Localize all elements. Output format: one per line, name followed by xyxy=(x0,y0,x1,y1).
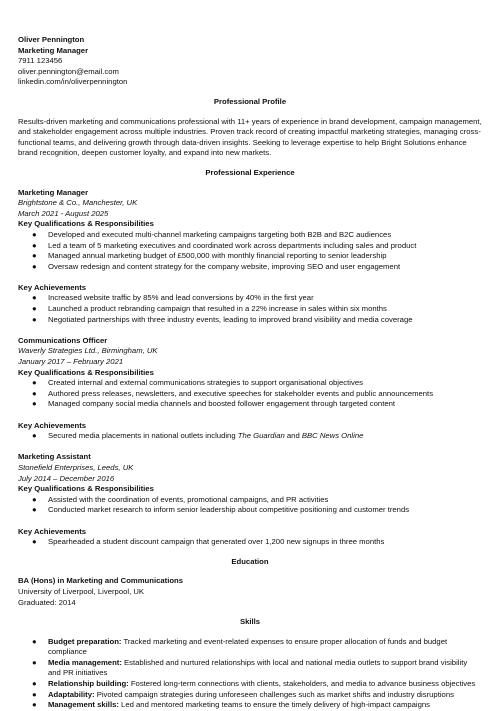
outlet-name: BBC News Online xyxy=(301,431,364,441)
skills-heading: Skills xyxy=(239,617,261,627)
list-item: ● Managed company social media channels and boosted follower engagement through targeted content xyxy=(32,399,396,409)
list-item: ● Created internal and external communications strategies to support organisational objectives xyxy=(32,378,363,388)
bullet-icon: ● xyxy=(32,636,37,646)
bullet-icon: ● xyxy=(32,494,37,504)
bullet-icon: ● xyxy=(32,689,37,699)
education-heading: Education xyxy=(231,556,269,566)
bullet-icon: ● xyxy=(32,388,37,398)
achievements-list xyxy=(18,537,482,548)
profile-heading: Professional Profile xyxy=(213,96,287,106)
list-item: ● Launched a product rebranding campaign that resulted in a 22% increase in sales within six months xyxy=(32,304,387,314)
achievements-heading: Key Achievements xyxy=(18,526,87,536)
job-entry xyxy=(18,452,482,547)
list-item: ● Assisted with the coordination of events, promotional campaigns, and PR activities xyxy=(32,494,329,504)
list-item: ● Management skills: Led and mentored marketing teams to ensure the timely delivery of high-impact campaigns xyxy=(32,700,430,710)
candidate-name: Oliver Pennington xyxy=(18,35,85,44)
list-item: ● Conducted market research to inform senior leadership about competitive positioning and customer trends xyxy=(32,505,410,515)
bullet-icon: ● xyxy=(32,240,37,250)
bullet-icon: ● xyxy=(32,229,37,239)
skill-label: Relationship building: xyxy=(48,679,129,689)
list-item: ● Authored press releases, newsletters, and executive speeches for stakeholder events and public announcements xyxy=(32,388,434,398)
list-item: ● Oversaw redesign and content strategy for the company website, improving SEO and user engagement xyxy=(32,261,401,271)
bullet-icon: ● xyxy=(32,657,37,667)
skill-label: Budget preparation: xyxy=(48,636,122,646)
bullet-icon: ● xyxy=(32,505,37,515)
job-company: Waverly Strategies Ltd., Birmingham, UK xyxy=(18,346,158,356)
responsibilities-heading: Key Qualifications & Responsibilities xyxy=(18,367,154,377)
outlet-name: The Guardian xyxy=(237,431,285,441)
school: University of Liverpool, Liverpool, UK xyxy=(18,586,145,596)
bullet-icon: ● xyxy=(32,679,37,689)
job-entry xyxy=(18,188,482,326)
list-item: ● Negotiated partnerships with three industry events, leading to improved brand visibility and media coverage xyxy=(32,314,413,324)
list-item: ● Budget preparation: Tracked marketing and event-related expenses to ensure proper allocation of funds and budget compliance xyxy=(32,636,448,657)
job-dates: July 2014 – December 2016 xyxy=(18,473,115,483)
bullet-icon: ● xyxy=(32,261,37,271)
skills-list xyxy=(18,637,482,711)
profile-text: Results-driven marketing and communications professional with 11+ years of experience in brand development, campaign management, and stakeholder engagement across multiple industries. Proven track record of creating impactful marketing strategies, managing cross-functional teams, and delivering growth through data-driven insights. Seeking to leverage expertise to help Bright Solutions enhance brand recognition, deepen customer loyalty, and expand into new markets. xyxy=(18,116,482,158)
job-company: Brightstone & Co., Manchester, UK xyxy=(18,198,138,208)
candidate-title: Marketing Manager xyxy=(18,45,89,55)
bullet-icon: ● xyxy=(32,431,37,441)
experience-heading: Professional Experience xyxy=(205,167,295,177)
responsibilities-heading: Key Qualifications & Responsibilities xyxy=(18,484,154,494)
list-item: ● Managed annual marketing budget of £500,000 with monthly financial reporting to senior leadership xyxy=(32,251,387,261)
bullet-icon: ● xyxy=(32,304,37,314)
job-dates: January 2017 – February 2021 xyxy=(18,357,124,367)
education-entry xyxy=(18,576,482,608)
job-role: Marketing Manager xyxy=(18,187,89,197)
bullet-icon: ● xyxy=(32,251,37,261)
job-role: Communications Officer xyxy=(18,335,108,345)
responsibilities-list xyxy=(18,378,482,410)
list-item: ● Adaptability: Pivoted campaign strategies during unforeseen challenges such as market shifts and industry disruptions xyxy=(32,689,454,699)
achievements-heading: Key Achievements xyxy=(18,420,87,430)
job-role: Marketing Assistant xyxy=(18,452,91,462)
skill-label: Management skills: xyxy=(48,700,119,710)
list-item: ● Media management: Established and nurtured relationships with local and national media outlets to support brand visibility and PR initiatives xyxy=(32,657,468,678)
linkedin: linkedin.com/in/oliverpennington xyxy=(18,77,128,87)
graduation-year: Graduated: 2014 xyxy=(18,597,76,607)
bullet-icon: ● xyxy=(32,700,37,710)
bullet-icon: ● xyxy=(32,399,37,409)
job-company: Stonefield Enterprises, Leeds, UK xyxy=(18,462,134,472)
email: oliver.pennington@email.com xyxy=(18,66,119,76)
header xyxy=(18,35,482,88)
achievements-list xyxy=(18,293,482,325)
skill-label: Media management: xyxy=(48,657,122,667)
bullet-icon: ● xyxy=(32,537,37,547)
responsibilities-heading: Key Qualifications & Responsibilities xyxy=(18,219,154,229)
job-entry xyxy=(18,336,482,442)
phone: 7911 123456 xyxy=(18,56,63,66)
list-item: ● Secured media placements in national outlets including The Guardian and BBC News Online xyxy=(32,431,364,441)
list-item: ● Increased website traffic by 85% and lead conversions by 40% in the first year xyxy=(32,293,314,303)
bullet-icon: ● xyxy=(32,378,37,388)
responsibilities-list xyxy=(18,495,482,516)
achievements-heading: Key Achievements xyxy=(18,282,87,292)
degree: BA (Hons) in Marketing and Communications xyxy=(18,576,184,586)
bullet-icon: ● xyxy=(32,314,37,324)
bullet-icon: ● xyxy=(32,293,37,303)
skill-label: Adaptability: xyxy=(48,689,95,699)
list-item: ● Spearheaded a student discount campaign that generated over 1,200 new signups in three months xyxy=(32,537,385,547)
list-item: ● Relationship building: Fostered long-term connections with clients, stakeholders, and media to advance business objectives xyxy=(32,679,476,689)
list-item: ● Developed and executed multi-channel marketing campaigns targeting both B2B and B2C audiences xyxy=(32,229,392,239)
responsibilities-list xyxy=(18,230,482,272)
job-dates: March 2021 - August 2025 xyxy=(18,208,109,218)
achievements-list xyxy=(18,431,482,442)
list-item: ● Led a team of 5 marketing executives and coordinated work across departments including sales and product xyxy=(32,240,417,250)
